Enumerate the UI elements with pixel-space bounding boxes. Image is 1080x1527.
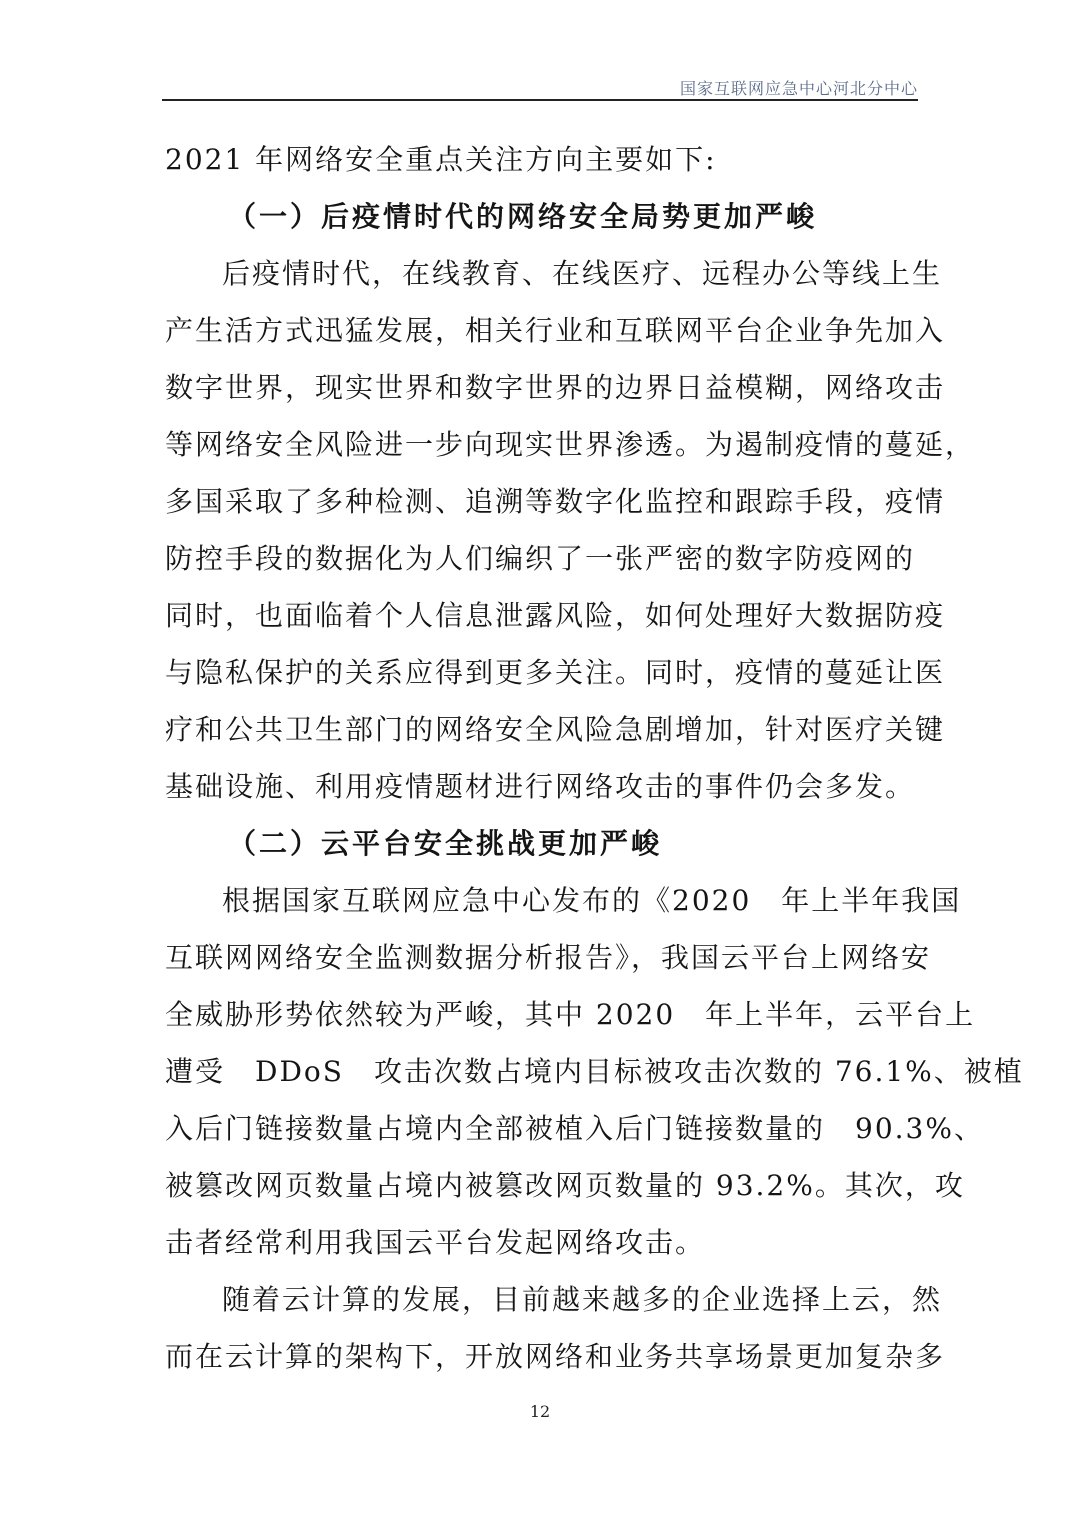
paragraph-line: 根据国家互联网应急中心发布的《2020 年上半年我国 bbox=[222, 884, 962, 917]
paragraph-line: 数字世界，现实世界和数字世界的边界日益模糊，网络攻击 bbox=[165, 371, 946, 404]
paragraph-line: 多国采取了多种检测、追溯等数字化监控和跟踪手段，疫情 bbox=[165, 485, 946, 518]
paragraph-line: 全威胁形势依然较为严峻，其中 2020 年上半年，云平台上 bbox=[165, 998, 976, 1031]
paragraph-line: 等网络安全风险进一步向现实世界渗透。为遏制疫情的蔓延， bbox=[165, 428, 976, 461]
paragraph-line: 疗和公共卫生部门的网络安全风险急剧增加，针对医疗关键 bbox=[165, 713, 946, 746]
header-divider bbox=[162, 99, 918, 101]
paragraph-line: 遭受 DDoS 攻击次数占境内目标被攻击次数的 76.1%、被植 bbox=[165, 1055, 1024, 1088]
paragraph-line: 防控手段的数据化为人们编织了一张严密的数字防疫网的 bbox=[165, 542, 916, 575]
paragraph-line: 同时，也面临着个人信息泄露风险，如何处理好大数据防疫 bbox=[165, 599, 946, 632]
paragraph-line: 互联网网络安全监测数据分析报告》，我国云平台上网络安 bbox=[165, 941, 932, 974]
paragraph-line: 被篡改网页数量占境内被篡改网页数量的 93.2%。其次，攻 bbox=[165, 1169, 965, 1202]
paragraph-line: 后疫情时代，在线教育、在线医疗、远程办公等线上生 bbox=[222, 257, 943, 290]
page-number: 12 bbox=[529, 1402, 551, 1421]
paragraph-line: 击者经常利用我国云平台发起网络攻击。 bbox=[165, 1226, 706, 1259]
paragraph-line: 与隐私保护的关系应得到更多关注。同时，疫情的蔓延让医 bbox=[165, 656, 946, 689]
intro-line: 2021 年网络安全重点关注方向主要如下: bbox=[165, 143, 717, 176]
paragraph-line: 入后门链接数量占境内全部被植入后门链接数量的 90.3%、 bbox=[165, 1112, 984, 1145]
paragraph-line: 基础设施、利用疫情题材进行网络攻击的事件仍会多发。 bbox=[165, 770, 916, 803]
paragraph-line: 而在云计算的架构下，开放网络和业务共享场景更加复杂多 bbox=[165, 1340, 946, 1373]
header-organization: 国家互联网应急中心河北分中心 bbox=[679, 79, 918, 98]
paragraph-line: 随着云计算的发展，目前越来越多的企业选择上云，然 bbox=[222, 1283, 943, 1316]
paragraph-line: 产生活方式迅猛发展，相关行业和互联网平台企业争先加入 bbox=[165, 314, 946, 347]
section2-heading: （二）云平台安全挑战更加严峻 bbox=[228, 827, 663, 860]
section1-heading: （一）后疫情时代的网络安全局势更加严峻 bbox=[228, 200, 818, 233]
